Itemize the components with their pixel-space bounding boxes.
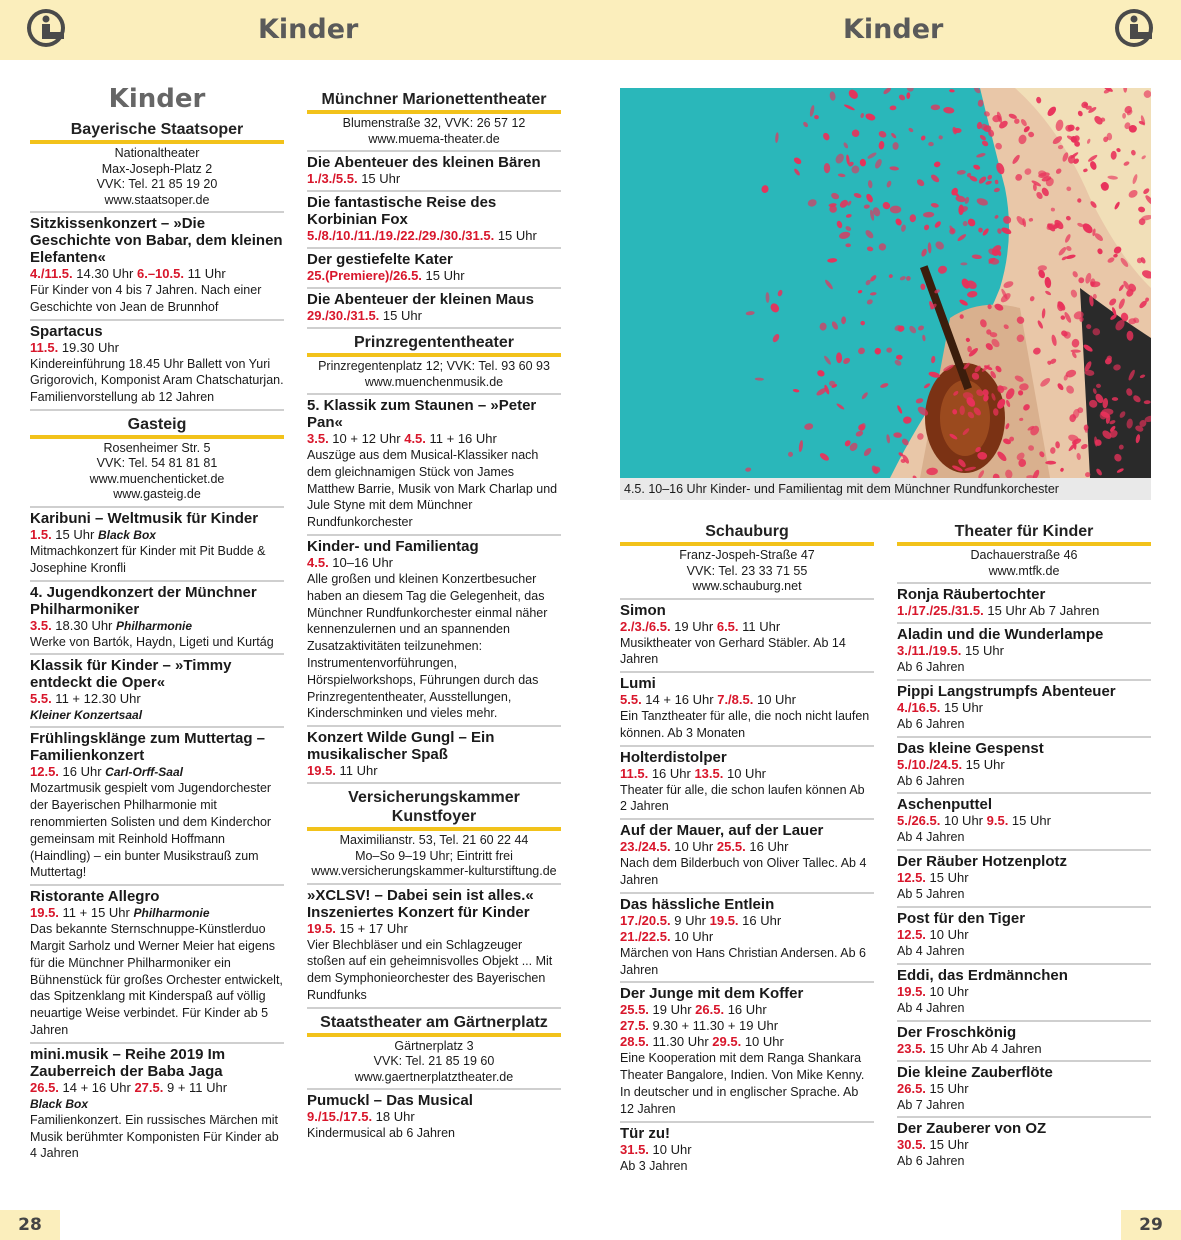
venue-heading: Staatstheater am Gärtnerplatz [307, 1013, 561, 1037]
event-description: Ab 4 Jahren [897, 1000, 965, 1015]
event-time: 14 + 16 Uhr [58, 1079, 135, 1095]
event-time: 19.30 Uhr [58, 339, 119, 355]
event-dates [307, 763, 561, 779]
venue-heading: Gasteig [30, 415, 284, 439]
event-date: 5./8./10./11./19./22./29./30./31.5. [307, 228, 495, 243]
venue-info-line: Max-Joseph-Platz 2 [101, 161, 213, 176]
venue-info-line: www.versicherungskammer-kulturstiftung.de [311, 864, 557, 879]
event-time: 15 Uhr [940, 699, 984, 715]
event-entry [307, 885, 561, 1009]
event-date: 26.5. [897, 1080, 926, 1096]
event-date: 30.5. [897, 1137, 926, 1153]
venue-info-line: www.gaertnerplatztheater.de [354, 1069, 514, 1084]
event-entry [897, 624, 1151, 681]
event-date: 5./26.5. [897, 813, 941, 829]
event-entry [897, 1118, 1151, 1173]
event-time: 15 Uhr [961, 643, 1004, 658]
venue-heading: Münchner Marionettentheater [307, 90, 561, 114]
event-entry [307, 152, 561, 192]
event-entry [307, 395, 561, 536]
venue-info [30, 439, 284, 508]
event-title: Eddi, das Erdmännchen [897, 966, 1068, 984]
event-time: 16 Uhr [648, 765, 695, 781]
page-number-right: 29 [1121, 1210, 1181, 1240]
event-date: 12.5. [897, 870, 926, 886]
event-time: 9.30 + 11.30 + 19 Uhr [648, 1018, 779, 1034]
event-title: Der Junge mit dem Koffer [620, 985, 804, 1003]
venue-info-line: www.gasteig.de [113, 487, 201, 502]
event-dates [30, 340, 284, 356]
event-title: 4. Jugendkonzert der Münchner Philharmoniker [30, 583, 257, 618]
event-entry [30, 321, 284, 411]
event-dates [620, 619, 874, 635]
event-entry [620, 820, 874, 894]
event-date: 3.5. [30, 617, 52, 633]
event-time: 15 Uhr [925, 870, 969, 886]
event-title: Karibuni – Weltmusik für Kinder [30, 509, 259, 527]
event-title: »XCLSV! – Dabei sein ist alles.« Inszeniertes Konzert für Kinder [307, 886, 534, 921]
event-time: 10 Uhr [753, 692, 796, 708]
event-time: 16 Uhr [58, 764, 106, 780]
event-description: Märchen von Hans Christian Andersen. Ab 6 Jahren [620, 945, 866, 977]
event-entry [620, 983, 874, 1122]
event-time: 9 Uhr [670, 912, 710, 928]
venue-info-line: www.muenchenmusik.de [364, 374, 504, 389]
event-entry [307, 1090, 561, 1145]
event-location: Kleiner Konzertsaal [30, 708, 143, 723]
event-description: Ab 6 Jahren [897, 773, 965, 788]
event-date: 11.5. [30, 339, 59, 355]
event-dates [897, 1137, 1151, 1153]
event-title: Tür zu! [620, 1124, 670, 1142]
event-time: 15 Uhr [925, 1080, 969, 1096]
header-title-right: Kinder [843, 14, 944, 45]
event-dates [307, 431, 561, 447]
event-entry [307, 289, 561, 329]
event-title: Der gestiefelte Kater [307, 251, 453, 268]
event-dates [307, 268, 561, 284]
venue-info [307, 831, 561, 885]
event-time: 10 Uhr [723, 765, 767, 781]
venue-heading: Bayerische Staatsoper [30, 120, 284, 144]
event-title: Konzert Wilde Gungl – Ein musikalischer Spaß [307, 729, 495, 764]
event-dates [307, 308, 561, 324]
venue-info [307, 357, 561, 395]
event-date: 21./22.5. [620, 928, 671, 944]
event-entry [307, 536, 561, 727]
event-time: 11 Uhr [183, 266, 226, 281]
column-2 [307, 86, 561, 1145]
venue-info-line: Rosenheimer Str. 5 [103, 440, 211, 455]
event-time: 10 Uhr [670, 928, 714, 944]
venue-list [620, 522, 874, 1177]
event-dates [30, 618, 284, 634]
venue-list [30, 120, 284, 1165]
event-description: Ab 6 Jahren [897, 1154, 965, 1169]
venue-info-line: www.muema-theater.de [368, 131, 500, 146]
column-1 [30, 84, 284, 1165]
event-date: 12.5. [30, 764, 59, 780]
event-description: Ab 6 Jahren [897, 716, 965, 731]
event-date: 5./10./24.5. [897, 756, 963, 772]
event-date: 6.5. [716, 618, 739, 634]
event-date: 19.5. [897, 983, 926, 999]
event-description: Nach dem Bilderbuch von Oliver Tallec. Ab 4 Jahren [620, 856, 867, 888]
event-dates [620, 1142, 874, 1158]
event-time: 11 + 16 Uhr [425, 431, 497, 446]
section-title: Kinder [108, 84, 206, 114]
venue-info-line: Nationaltheater [114, 146, 200, 160]
column-3 [620, 518, 874, 1177]
venue-info-line: Prinzregentenplatz 12; VVK: Tel. 93 60 93 [318, 359, 550, 373]
event-time: 10 Uhr [741, 1034, 784, 1050]
event-location: Black Box [97, 527, 156, 542]
event-date: 25.(Premiere)/26.5. [307, 268, 422, 283]
event-description: Musiktheater von Gerhard Stäbler. Ab 14 Jahren [620, 635, 846, 667]
venue-info [30, 144, 284, 213]
event-time: 10 Uhr [925, 926, 969, 942]
event-entry [307, 249, 561, 289]
event-date: 26.5. [695, 1002, 725, 1018]
event-dates [30, 266, 284, 282]
event-description: Das bekannte Sternschnuppe-Künstlerduo Margit Sarholz und Werner Meier hat eigens für die Münchner Philharmoniker ein Bühnenstück für großes Orchester entwickelt, das Spitzenklang mit Kinderspaß auf völlig neuartige Weise verbindet. Für Kinder ab 5 Jahren [30, 922, 283, 1037]
event-time: 16 Uhr [724, 1002, 767, 1018]
event-entry [307, 192, 561, 249]
event-dates [897, 984, 1151, 1000]
event-time: 10 + 12 Uhr [328, 431, 405, 446]
event-dates [30, 527, 284, 543]
venue-heading: Theater für Kinder [897, 522, 1151, 546]
event-time: 19 Uhr [648, 1002, 696, 1018]
event-entry [30, 886, 284, 1044]
event-description: Kindereinführung 18.45 Uhr Ballett von Yuri Grigorovich, Komponist Aram Chatschaturjan. Familienvorstellung ab 12 Jahren [30, 356, 284, 405]
event-date: 11.5. [620, 765, 649, 781]
event-date: 5.5. [30, 691, 52, 707]
event-time: 15 Uhr [379, 308, 422, 323]
event-dates [307, 555, 561, 571]
event-dates [30, 905, 284, 921]
event-title: Frühlingsklänge zum Muttertag – Familienkonzert [30, 730, 266, 765]
event-description: Vier Blechbläser und ein Schlagzeuger stoßen auf ein geheimnisvolles Objekt ... Mit dem Symphonieorchester des Bayerischen Rundfunks [307, 937, 553, 1003]
event-title: Die fantastische Reise des Korbinian Fox [307, 194, 497, 228]
event-date: 25.5. [620, 1002, 649, 1018]
venue-info-line: Blumenstraße 32, VVK: 26 57 12 [342, 116, 526, 130]
event-dates [897, 1081, 1151, 1097]
event-time: 15 Uhr [1008, 813, 1051, 829]
event-dates [30, 764, 284, 780]
event-title: Pumuckl – Das Musical [307, 1092, 473, 1110]
event-dates [897, 1041, 1151, 1057]
event-dates [620, 692, 874, 708]
venue-info-line: VVK: Tel. 21 85 19 60 [373, 1054, 495, 1069]
event-date: 17./20.5. [620, 912, 671, 928]
event-date: 27.5. [620, 1018, 649, 1034]
event-date: 28.5. [620, 1034, 649, 1050]
event-title: Lumi [620, 675, 656, 693]
event-entry [897, 738, 1151, 795]
venue-info-line: Maximilianstr. 53, Tel. 21 60 22 44 [339, 833, 529, 848]
event-description: Ab 4 Jahren [897, 943, 965, 958]
event-entry [30, 655, 284, 728]
event-title: Kinder- und Familientag [307, 537, 479, 555]
event-date: 13.5. [694, 765, 724, 781]
event-entry [620, 894, 874, 984]
event-entry [307, 727, 561, 784]
event-title: Das hässliche Entlein [620, 895, 775, 913]
event-date: 23.5. [897, 1040, 926, 1056]
event-location: Philharmonie [116, 618, 193, 633]
event-entry [620, 600, 874, 674]
event-entry [897, 1062, 1151, 1119]
event-description: Mitmachkonzert für Kinder mit Pit Budde & Josephine Kronfli [30, 543, 266, 575]
event-time: 10–16 Uhr [328, 554, 394, 570]
event-entry [897, 681, 1151, 738]
event-date: 4.5. [307, 554, 329, 570]
event-dates [620, 766, 874, 782]
event-dates [897, 870, 1151, 886]
event-time: 15 Uhr Ab 4 Jahren [925, 1040, 1042, 1056]
event-entry [897, 851, 1151, 908]
event-time: 14.30 Uhr [72, 266, 137, 281]
event-time: 11 Uhr [738, 618, 781, 634]
event-entry [897, 908, 1151, 965]
event-title: mini.musik – Reihe 2019 Im Zauberreich der Baba Jaga [30, 1045, 226, 1080]
event-date: 1.5. [30, 526, 52, 542]
violinist-photo [620, 88, 1151, 478]
event-dates [897, 927, 1151, 943]
event-entry [30, 582, 284, 656]
event-time: 10 Uhr [670, 839, 717, 855]
event-dates [30, 691, 284, 723]
event-date: 23./24.5. [620, 839, 671, 855]
event-date: 7./8.5. [717, 692, 754, 708]
event-date: 4./11.5. [30, 266, 73, 281]
venue-info [620, 546, 874, 600]
event-time: 9 + 11 Uhr [163, 1079, 228, 1095]
event-title: Aschenputtel [897, 796, 993, 814]
event-entry [897, 794, 1151, 851]
header-title-left: Kinder [258, 14, 359, 45]
event-date: 12.5. [897, 926, 926, 942]
event-dates [897, 643, 1151, 659]
event-description: Kindermusical ab 6 Jahren [307, 1126, 455, 1141]
venue-info [307, 1037, 561, 1091]
event-time: 19 Uhr [670, 618, 717, 634]
event-location: Black Box [30, 1096, 89, 1111]
venue-info-line: VVK: Tel. 21 85 19 20 [96, 177, 218, 191]
event-description: Theater für alle, die schon laufen können Ab 2 Jahren [620, 782, 865, 814]
event-date: 4./16.5. [897, 699, 941, 715]
event-location: Carl-Orff-Saal [105, 765, 183, 780]
event-description: Mozartmusik gespielt vom Jugendorchester der Bayerischen Philharmonie mit renommierten Solisten und dem Kinderchor gemeinsam mit Reinhold Hoffmann (Haindling) – ein bunter Musikstrauß zum Muttertag! [30, 781, 272, 880]
venue-info-line: Gärtnerplatz 3 [394, 1038, 474, 1053]
photo-credit: © Mlerwa Kluska [604, 90, 614, 158]
event-description: Werke von Bartók, Haydn, Ligeti und Kurtág [30, 634, 274, 649]
event-date: 25.5. [716, 839, 746, 855]
venue-heading: Versicherungskammer Kunstfoyer [307, 788, 561, 831]
event-date: 26.5. [30, 1079, 59, 1095]
event-description: Familienkonzert. Ein russisches Märchen mit Musik berühmter Komponisten Für Kinder ab 4 Jahren [30, 1112, 279, 1161]
venue-list [307, 90, 561, 1145]
event-date: 1./3./5.5. [307, 171, 358, 186]
event-dates [620, 839, 874, 855]
event-title: Holterdistolper [620, 748, 727, 766]
page-number-left: 28 [0, 1210, 60, 1240]
event-entry [30, 1044, 284, 1165]
event-time: 14 + 16 Uhr [641, 692, 718, 708]
event-time: 15 Uhr [925, 1137, 969, 1153]
venue-heading: Schauburg [620, 522, 874, 546]
event-time: 15 Uhr [357, 171, 401, 186]
event-title: Ristorante Allegro [30, 888, 160, 906]
info-logo-icon [1114, 8, 1154, 48]
event-time: 15 Uhr [421, 268, 465, 283]
event-time: 15 + 17 Uhr [335, 920, 408, 936]
venue-info-line: www.schauburg.net [692, 579, 802, 593]
column-4 [897, 518, 1151, 1173]
event-title: Auf der Mauer, auf der Lauer [620, 822, 824, 840]
event-time: 10 Uhr [940, 813, 987, 829]
event-entry [897, 965, 1151, 1022]
venue-info-line: Mo–So 9–19 Uhr; Eintritt frei [355, 848, 513, 863]
event-dates [307, 228, 561, 244]
event-title: Pippi Langstrumpfs Abenteuer [897, 682, 1116, 700]
venue-info-line: VVK: Tel. 54 81 81 81 [96, 456, 218, 471]
photo [620, 88, 1151, 478]
event-description: Ab 6 Jahren [897, 660, 965, 674]
event-time: 15 Uhr [494, 228, 537, 243]
event-dates [897, 757, 1151, 773]
event-title: 5. Klassik zum Staunen – »Peter Pan« [307, 397, 537, 431]
event-entry [30, 213, 284, 321]
event-title: Klassik für Kinder – »Timmy entdeckt die Oper« [30, 657, 232, 692]
event-description: Ab 4 Jahren [897, 830, 965, 845]
venue-info-line: www.mtfk.de [988, 563, 1060, 578]
event-title: Spartacus [30, 322, 103, 340]
event-date: 9./15./17.5. [307, 1109, 373, 1125]
event-entry [30, 508, 284, 582]
event-dates [307, 171, 561, 187]
event-date: 4.5. [404, 431, 426, 446]
event-date: 29./30./31.5. [307, 308, 380, 323]
event-time: 15 Uhr [962, 756, 1005, 772]
event-title: Der Zauberer von OZ [897, 1120, 1047, 1138]
event-dates [620, 1002, 874, 1050]
event-title: Ronja Räubertochter [897, 586, 1046, 603]
event-title: Die Abenteuer des kleinen Bären [307, 154, 541, 171]
event-title: Das kleine Gespenst [897, 739, 1044, 757]
event-title: Die kleine Zauberflöte [897, 1063, 1053, 1081]
event-time: 10 Uhr [648, 1141, 692, 1157]
venue-info-line: www.staatsoper.de [104, 192, 210, 207]
event-time: 11.30 Uhr [648, 1034, 713, 1050]
event-date: 6.–10.5. [136, 266, 184, 281]
event-title: Sitzkissenkonzert – »Die Geschichte von Babar, dem kleinen Elefanten« [30, 215, 283, 266]
event-description: Für Kinder von 4 bis 7 Jahren. Nach einer Geschichte von Jean de Brunnhof [30, 283, 262, 314]
event-time: 16 Uhr [738, 912, 782, 928]
petal [890, 206, 901, 214]
venue-info-line: Franz-Jospeh-Straße 47 [679, 548, 815, 562]
event-description: Ab 3 Jahren [620, 1158, 688, 1173]
event-dates [897, 603, 1151, 619]
event-title: Post für den Tiger [897, 909, 1026, 927]
event-time: 11 Uhr [335, 763, 378, 779]
event-dates [897, 813, 1151, 829]
event-date: 19.5. [30, 905, 59, 921]
venue-info [897, 546, 1151, 584]
event-date: 29.5. [712, 1034, 742, 1050]
event-date: 3.5. [307, 431, 329, 446]
petal [1085, 428, 1088, 433]
event-title: Die Abenteuer der kleinen Maus [307, 291, 535, 308]
event-time: 10 Uhr [925, 983, 969, 999]
info-logo-icon [26, 8, 66, 48]
event-description: Ab 5 Jahren [897, 887, 965, 902]
event-time: 11 + 12.30 Uhr [51, 691, 141, 707]
event-entry [897, 584, 1151, 624]
event-time: 18.30 Uhr [51, 617, 117, 633]
venue-list [897, 522, 1151, 1173]
event-time: 18 Uhr [372, 1109, 415, 1125]
event-time: 16 Uhr [745, 839, 789, 855]
event-entry [620, 673, 874, 747]
event-description: Alle großen und kleinen Konzertbesucher haben an diesem Tag die Gelegenheit, das Münchner Rundfunkorchester einmal näher kennenzulernen und an spannenden Zusatzaktivitäten teilzunehmen: Instrumentenvorführungen, Hörspielworkshops, Führungen durch das Prinzregententheater, Ausstellungen, Kinderschminken und vieles mehr. [307, 571, 548, 721]
event-date: 3./11./19.5. [897, 643, 962, 658]
event-date: 2./3./6.5. [620, 618, 671, 634]
event-location: Philharmonie [133, 906, 210, 921]
event-description: Eine Kooperation mit dem Ranga Shankara Theater Bangalore, Indien. Von Mike Kenny. In deutscher und in englischer Sprache. Ab 12 Jahren [620, 1051, 865, 1116]
petal [1129, 125, 1137, 133]
event-date: 1./17./25./31.5. [897, 603, 984, 618]
event-description: Ein Tanztheater für alle, die noch nicht laufen können. Ab 3 Monaten [620, 709, 870, 740]
event-time: 15 Uhr Ab 7 Jahren [983, 603, 1100, 618]
event-date: 27.5. [134, 1079, 164, 1095]
event-title: Aladin und die Wunderlampe [897, 626, 1104, 643]
event-dates [307, 921, 561, 937]
event-date: 9.5. [986, 813, 1009, 829]
event-dates [307, 1109, 561, 1125]
header-bar [0, 0, 1181, 60]
event-date: 31.5. [620, 1141, 649, 1157]
event-date: 5.5. [620, 692, 642, 708]
event-date: 19.5. [307, 920, 336, 936]
event-date: 19.5. [307, 763, 336, 779]
event-description: Auszüge aus dem Musical-Klassiker nach dem gleichnamigen Stück von James Matthew Barrie, Musik von Mark Charlap und Jule Styne mit dem Münchner Rundfunkorchester [307, 448, 558, 530]
photo-caption: 4.5. 10–16 Uhr Kinder- und Familientag mit dem Münchner Rundfunkorchester [620, 478, 1151, 500]
event-time: 15 Uhr [51, 526, 98, 542]
event-entry [30, 728, 284, 886]
venue-info [307, 114, 561, 152]
event-dates [30, 1080, 284, 1112]
event-title: Der Räuber Hotzenplotz [897, 853, 1068, 871]
event-entry [620, 1123, 874, 1178]
venue-info-line: Dachauerstraße 46 [970, 548, 1078, 562]
event-dates [620, 913, 874, 945]
event-entry [897, 1022, 1151, 1062]
event-title: Simon [620, 601, 666, 619]
event-time: 11 + 15 Uhr [58, 905, 134, 921]
event-description: Ab 7 Jahren [897, 1097, 965, 1112]
petal [1045, 461, 1056, 465]
event-dates [897, 700, 1151, 716]
venue-info-line: VVK: Tel. 23 33 71 55 [686, 563, 808, 578]
venue-heading: Prinzregententheater [307, 333, 561, 357]
event-date: 19.5. [709, 912, 739, 928]
venue-info-line: www.muenchenticket.de [89, 471, 225, 486]
event-title: Der Froschkönig [897, 1023, 1017, 1041]
event-entry [620, 747, 874, 821]
